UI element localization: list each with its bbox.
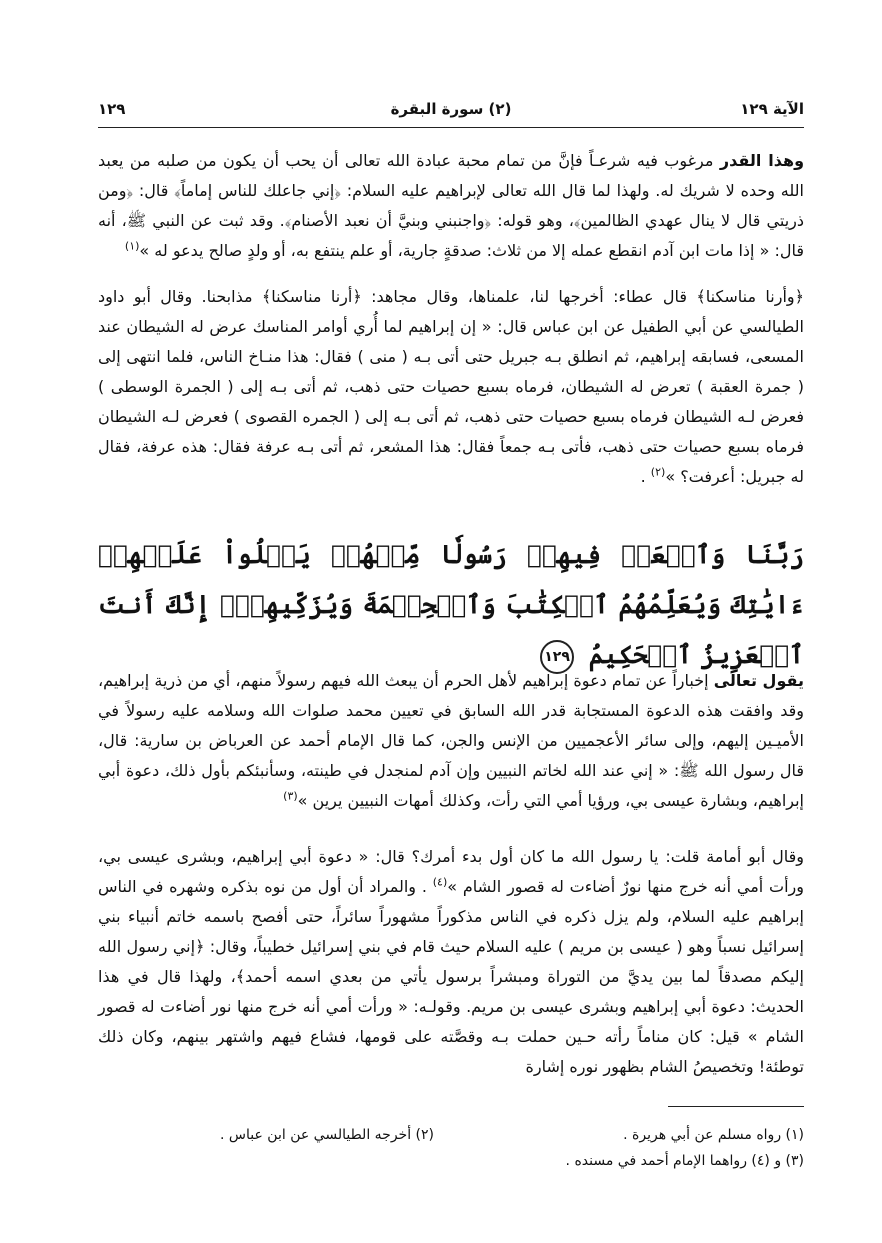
paragraph-1	[98, 146, 804, 266]
paragraph-4	[98, 842, 804, 1082]
verse-label: الآية ١٢٩	[740, 100, 804, 118]
footnote-divider	[668, 1106, 804, 1107]
footnotes	[98, 1122, 804, 1174]
paragraph-3	[98, 666, 804, 816]
footnote-2: (٢) أخرجه الطيالسي عن ابن عباس .	[220, 1127, 434, 1143]
surah-title: (٢) سورة البقرة	[390, 100, 512, 118]
paragraph-text: مرغوب فيه شرعـاً فإنَّ من تمام محبة عبادة الله تعالى أن يحب أن يكون من صلبه من يعبد الله وحده لا شريك له. ولهذا لما قال الله تعالى لإبراهيم عليه السلام: ﴿إني جاعلك للناس إماماً﴾ قال: ﴿ومن ذريتي قال لا ينال عهدي الظالمين﴾، وهو قوله: ﴿واجنبني وبنيَّ أن نعبد الأصنام﴾. وقد ثبت عن النبي ﷺ، أنه قال: « إذا مات ابن آدم انقطع عمله إلا من ثلاث: صدقةٍ جارية، أو علم ينتفع به، أو ولدٍ صالح يدعو له »	[98, 151, 804, 260]
running-head	[98, 98, 804, 126]
paragraph-text: وقال أبو أمامة قلت: يا رسول الله ما كان أول بدء أمرك؟ قال: « دعوة أبي إبراهيم، وبشرى عيسى بي، ورأت أمي أنه خرج منها نورٌ أضاءت له قصور الشام »	[98, 847, 804, 896]
paragraph-lead: وهذا القدر	[719, 151, 805, 170]
paragraph-end: .	[640, 467, 651, 486]
page-number: ١٢٩	[98, 100, 126, 118]
paragraph-2	[98, 282, 804, 492]
footnote-ref: (٣)	[283, 789, 298, 803]
paragraph-text: ﴿وأرنا مناسكنا﴾ قال عطاء: أخرجها لنا، علمناها، وقال مجاهد: ﴿أرنا مناسكنا﴾ مذابحنا. وقال أبو داود الطيالسي عن أبي الطفيل عن ابن عباس قال: « إن إبراهيم لما أُري أوامر المناسك عرض له الشيطان عند المسعى، فسابقه إبراهيم، ثم انطلق بـه جبريل حتى أتى بـه ( منى ) فقال: هذا منـاخ الناس، فلما انتهى إلى ( جمرة العقبة ) تعرض له الشيطان، فرماه بسبع حصيات حتى ذهب، ثم أتى بـه إلى ( الجمرة الوسطى ) فعرض لـه الشيطان فرماه بسبع حصيات حتى ذهب، ثم أتى بـه إلى ( الجمره القصوى ) فعرض لـه الشيطان فرماه بسبع حصيات حتى ذهب، فأتى بـه جمعاً فقال: هذا المشعر، ثم أتى بـه عرفة فقال: هذه عرفة، فقال له جبريل: أعرفت؟ »	[98, 287, 804, 486]
footnote-1: (١) رواه مسلم عن أبي هريرة .	[623, 1127, 804, 1143]
footnote-row	[98, 1122, 804, 1148]
footnote-row	[98, 1148, 804, 1174]
footnote-ref: (٢)	[650, 465, 666, 479]
footnote-ref: (٤)	[432, 875, 448, 889]
footnote-ref: (١)	[124, 239, 140, 253]
quran-verse	[98, 530, 804, 680]
paragraph-text: إخباراً عن تمام دعوة إبراهيم لأهل الحرم أن يبعث الله فيهم رسولاً منهم، أي من ذرية إبراهيم، وقد وافقت هذه الدعوة المستجابة قدر الله السابق في تعيين محمد صلوات الله وسلامه عليه رسولاً في الأميـين إليهم، وإلى سائر الأعجميين من الإنس والجن، كما قال الإمام أحمد عن العرباض بن سارية: قال، قال رسول الله ﷺ: « إني عند الله لخاتم النبيين وإن آدم لمنجدل في طينته، وسأنبئكم بأول ذلك، دعوة أبي إبراهيم، وبشارة عيسى بي، ورؤيا أمي التي رأت، وكذلك أمهات النبيين يرين »	[98, 671, 804, 810]
ayah-number-mark: ١٢٩	[540, 640, 574, 674]
verse-text: رَبَّنَا وَٱبۡعَثۡ فِيهِمۡ رَسُولٗا مِّنۡهُمۡ يَتۡلُواْ عَلَيۡهِمۡ ءَايَٰتِكَ وَيُعَلِّمُهُمُ ٱلۡكِتَٰبَ وَٱلۡحِكۡمَةَ وَيُزَكِّيهِمۡۖ إِنَّكَ أَنتَ ٱلۡعَزِيزُ ٱلۡحَكِيمُ	[98, 540, 804, 669]
paragraph-text: . والمراد أن أول من نوه بذكره وشهره في الناس إبراهيم عليه السلام، ولم يزل ذكره في الناس مذكوراً مشهوراً سائراً، حتى أفصح باسمه خاتم أنبياء بني إسرائيل نسباً وهو ( عيسى بن مريم ) عليه السلام حيث قام في بني إسرائيل خطيباً، وقال: ﴿إني رسول الله إليكم مصدقاً لما بين يديَّ من التوراة ومبشراً برسول يأتي من بعدي اسمه أحمد﴾، ولهذا قال في هذا الحديث: دعوة أبي إبراهيم وبشرى عيسى بن مريم. وقولـه: « ورأت أمي أنه خرج منها نور أضاءت له قصور الشام » قيل: كان مناماً رأته حـين حملت بـه وقصَّته على قومها، فشاع فيهم واشتهر بينهم، وكان ذلك توطئة! وتخصيصُ الشام بظهور نوره إشارة	[98, 877, 804, 1076]
paragraph-lead: يقول تعالى	[713, 671, 804, 690]
footnote-3: (٣) و (٤) رواهما الإمام أحمد في مسنده .	[565, 1153, 804, 1169]
header-divider	[98, 127, 804, 128]
